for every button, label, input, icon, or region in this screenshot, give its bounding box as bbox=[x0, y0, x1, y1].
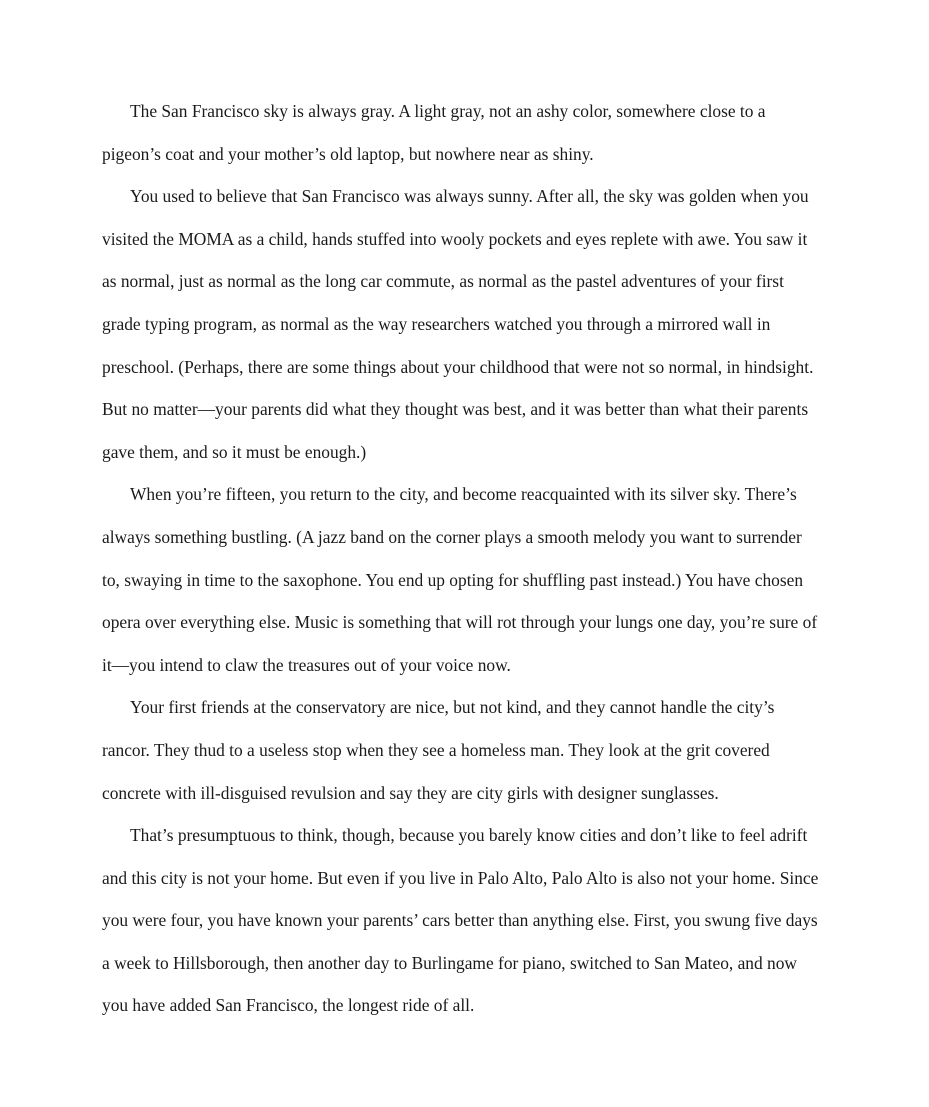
paragraph: When you’re fifteen, you return to the city, and become reacquainted with its silver sky. There’s always something bustling. (A jazz band on the corner plays a smooth melody you want to surrender to, swaying in time to the saxophone. You end up opting for shuffling past instead.) You have chosen opera over everything else. Music is something that will rot through your lungs one day, you’re sure of it—you intend to claw the treasures out of your voice now. bbox=[102, 484, 818, 675]
paragraph: That’s presumptuous to think, though, because you barely know cities and don’t like to feel adrift and this city is not your home. But even if you live in Palo Alto, Palo Alto is also not your home. Since you were four, you have known your parents’ cars better than anything else. First, you swung five days a week to Hillsborough, then another day to Burlingame for piano, switched to San Mateo, and now you have added San Francisco, the longest ride of all. bbox=[102, 825, 819, 1016]
paragraph: The San Francisco sky is always gray. A light gray, not an ashy color, somewhere close to a pigeon’s coat and your mother’s old laptop, but nowhere near as shiny. bbox=[102, 101, 766, 164]
document-body bbox=[102, 90, 824, 1027]
paragraph: Your first friends at the conservatory are nice, but not kind, and they cannot handle the city’s rancor. They thud to a useless stop when they see a homeless man. They look at the grit covered concrete with ill-disguised revulsion and say they are city girls with designer sunglasses. bbox=[102, 697, 775, 803]
paragraph: You used to believe that San Francisco was always sunny. After all, the sky was golden when you visited the MOMA as a child, hands stuffed into wooly pockets and eyes replete with awe. You saw it as normal, just as normal as the long car commute, as normal as the pastel adventures of your first grade typing program, as normal as the way researchers watched you through a mirrored wall in preschool. (Perhaps, there are some things about your childhood that were not so normal, in hindsight. But no matter—your parents did what they thought was best, and it was better than what their parents gave them, and so it must be enough.) bbox=[102, 186, 814, 462]
